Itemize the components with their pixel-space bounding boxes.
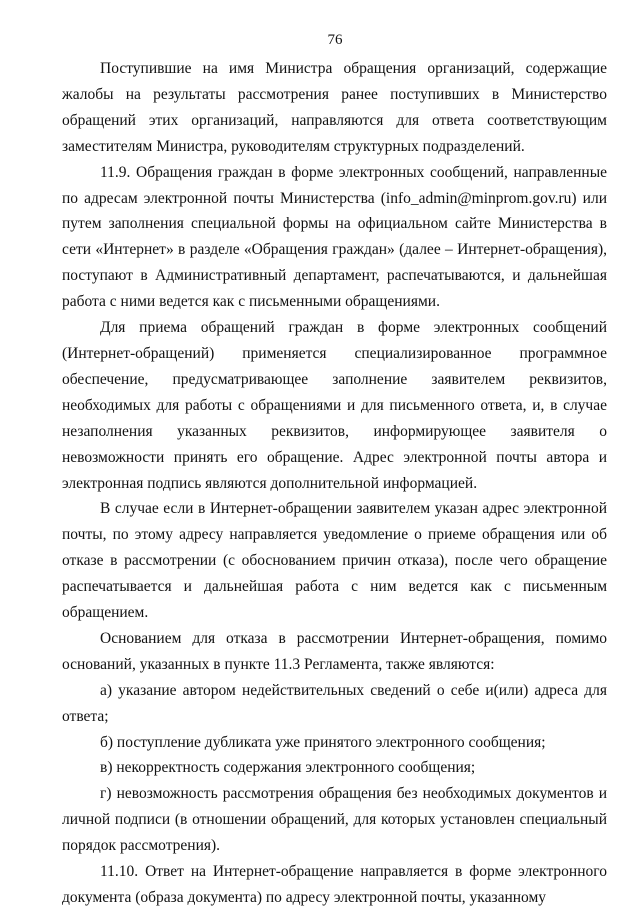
paragraph-11-10: 11.10. Ответ на Интернет-обращение направляется в форме электронного документа (образа документа) по адресу электронной почты, указанному: [62, 863, 607, 906]
paragraph-11-9: 11.9. Обращения граждан в форме электронных сообщений, направленные по адресам электронной почты Министерства (info_admin@minprom.gov.ru) или путем заполнения специальной формы на официальном сайте Министерства в сети «Интернет» в разделе «Обращения граждан» (далее – Интернет-обращения), поступают в Административный департамент, распечатываются, и дальнейшая работа с ними ведется как с письменными обращениями.: [62, 163, 607, 311]
paragraph-email-notification: В случае если в Интернет-обращении заявителем указан адрес электронной почты, по этому адресу направляется уведомление о приеме обращения или об отказе в рассмотрении (с обоснованием причин отказа), после чего обращение распечатывается и дальнейшая работа с ним ведется как с письменным обращением.: [62, 500, 607, 622]
list-item-g: г) невозможность рассмотрения обращения без необходимых документов и личной подписи (в отношении обращений, для которых установлен специальный порядок рассмотрения).: [62, 785, 607, 855]
page-number: 76: [327, 32, 343, 48]
list-item-b: б) поступление дубликата уже принятого электронного сообщения;: [100, 733, 546, 751]
paragraph-refusal-grounds: Основанием для отказа в рассмотрении Интернет-обращения, помимо оснований, указанных в пункте 11.3 Регламента, также являются:: [62, 629, 607, 673]
list-item-v: в) некорректность содержания электронного сообщения;: [100, 759, 476, 777]
paragraph-complaints-routing: Поступившие на имя Министра обращения организаций, содержащие жалобы на результаты рассмотрения ранее поступивших в Министерство обращений этих организаций, направляются для ответа соответствующим заместителям Министра, руководителям структурных подразделений.: [62, 60, 607, 155]
document-body: [62, 56, 607, 911]
paragraph-software: Для приема обращений граждан в форме электронных сообщений (Интернет-обращений) применяется специализированное программное обеспечение, предусматривающее заполнение заявителем реквизитов, необходимых для работы с обращениями и для письменного ответа, и, в случае незаполнения указанных реквизитов, информирующее заявителя о невозможности принять его обращение. Адрес электронной почты автора и электронная подпись являются дополнительной информацией.: [62, 319, 607, 492]
list-item-a: а) указание автором недействительных сведений о себе и(или) адреса для ответа;: [62, 681, 607, 725]
